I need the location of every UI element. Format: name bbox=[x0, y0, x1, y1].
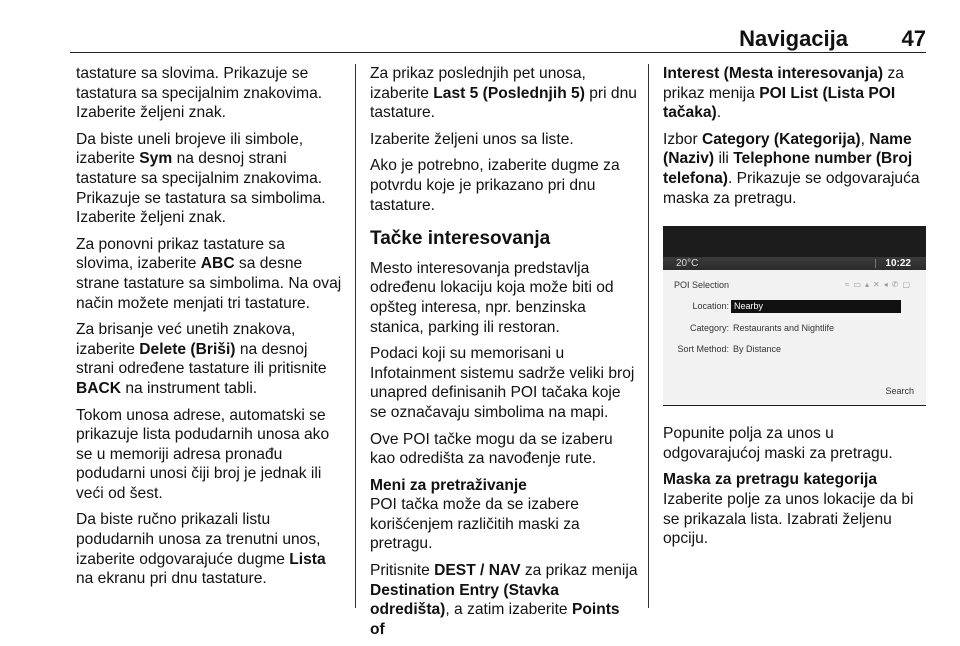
subsection-heading: Maska za pretragu kategorija bbox=[663, 471, 878, 489]
mute-icon: ✕ bbox=[873, 280, 884, 290]
section-heading: Tačke interesovanja bbox=[370, 228, 551, 250]
phone-icon: ✆ bbox=[891, 280, 903, 290]
status-icons bbox=[845, 275, 914, 295]
page-title: Navigacija bbox=[739, 26, 848, 51]
page-header bbox=[70, 26, 926, 53]
temperature-readout: 20°C bbox=[676, 258, 699, 270]
signal-icon: ▴ bbox=[865, 280, 874, 290]
text-column-2 bbox=[370, 64, 638, 646]
sort-method-field[interactable]: By Distance bbox=[733, 344, 782, 355]
status-bar bbox=[663, 257, 926, 270]
location-row[interactable] bbox=[663, 300, 926, 313]
category-row[interactable] bbox=[663, 322, 926, 335]
battery-icon: ▭ bbox=[853, 280, 865, 290]
paragraph: Izbor Category (Kategorija), Name (Naziv) ili Telephone number (Broj telefona). Prikazuje se odgovarajuća maska za pretragu. bbox=[663, 130, 920, 207]
settings-icon: ▢ bbox=[902, 280, 914, 290]
clock-readout: 10:22 bbox=[885, 258, 911, 270]
paragraph: Ove POI tačke mogu da se izaberu kao odredišta za navođenje rute. bbox=[370, 430, 613, 468]
paragraph: Za ponovni prikaz tastature sa slovima, izaberite ABC sa desne strane tastature sa simbolima. Na ovaj način možete menjati tri tastature. bbox=[76, 235, 342, 312]
paragraph: Da biste uneli brojeve ili simbole, izaberite Sym na desnoj strani tastature sa specijalnim znakovima. Prikazuje se tastatura sa simbolima. Izaberite željeni znak. bbox=[76, 130, 326, 227]
paragraph: Podaci koji su memorisani u Infotainment sistemu sadrže veliki broj unapred definisanih POI tačaka koje se označavaju simbolima na mapi. bbox=[370, 345, 635, 421]
screen-title: POI Selection bbox=[674, 280, 730, 291]
sort-method-label: Sort Method: bbox=[677, 344, 729, 355]
paragraph: Izaberite željeni unos sa liste. bbox=[370, 130, 574, 148]
speaker-icon: ◂ bbox=[883, 280, 892, 290]
column-divider bbox=[355, 64, 356, 608]
paragraph: Pritisnite DEST / NAV za prikaz menija Destination Entry (Stavka odredišta), a zatim izaberite Points of bbox=[370, 562, 638, 638]
paragraph: tastature sa slovima. Prikazuje se tastatura sa specijalnim znakovima. Izaberite željeni znak. bbox=[76, 65, 323, 122]
paragraph: Da biste ručno prikazali listu podudarnih unosa za trenutni unos, izaberite odgovarajuće dugme Lista na ekranu pri dnu tastature. bbox=[76, 511, 326, 588]
category-field[interactable]: Restaurants and Nightlife bbox=[733, 323, 835, 334]
subsection-heading: Meni za pretraživanje bbox=[370, 476, 527, 494]
page-number: 47 bbox=[901, 26, 926, 51]
paragraph: Za brisanje već unetih znakova, izaberite Delete (Briši) na desnoj strani određene tastature ili pritisnite BACK na instrument tabli. bbox=[76, 321, 327, 397]
text-column-3 bbox=[663, 64, 931, 556]
text-column-1 bbox=[76, 64, 344, 596]
poi-selection-panel bbox=[663, 270, 926, 405]
wifi-icon: ≈ bbox=[845, 280, 854, 290]
status-separator bbox=[875, 259, 876, 268]
paragraph: POI tačka može da se izabere korišćenjem različitih maski za pretragu. bbox=[370, 496, 580, 553]
category-label: Category: bbox=[689, 323, 729, 334]
paragraph: Mesto interesovanja predstavlja određenu lokaciju koja može biti od opšteg interesa, npr. benzinska stanica, parking ili restoran. bbox=[370, 259, 614, 336]
paragraph: Izaberite polje za unos lokacije da bi se prikazala lista. Izabrati željenu opciju. bbox=[663, 490, 914, 548]
paragraph: Interest (Mesta interesovanja) za prikaz menija POI List (Lista POI tačaka). bbox=[663, 65, 904, 122]
search-button[interactable]: Search bbox=[885, 385, 914, 396]
paragraph: Popunite polja za unos u odgovarajućoj maski za pretragu. bbox=[663, 425, 893, 462]
column-divider bbox=[648, 64, 649, 608]
infotainment-screenshot bbox=[663, 226, 926, 406]
paragraph: Tokom unosa adrese, automatski se prikazuje lista podudarnih unosa ako se u memoriji adresa pronađu podudarni unosi čiji broj je jednak ili veći od šest. bbox=[76, 406, 330, 502]
sort-method-row[interactable] bbox=[663, 343, 926, 356]
location-label: Location: bbox=[692, 301, 729, 312]
paragraph: Za prikaz poslednjih pet unosa, izaberite Last 5 (Poslednjih 5) pri dnu tastature. bbox=[370, 65, 637, 122]
paragraph: Ako je potrebno, izaberite dugme za potvrdu koje je prikazano pri dnu tastature. bbox=[370, 157, 620, 214]
location-field[interactable]: Nearby bbox=[731, 300, 901, 313]
